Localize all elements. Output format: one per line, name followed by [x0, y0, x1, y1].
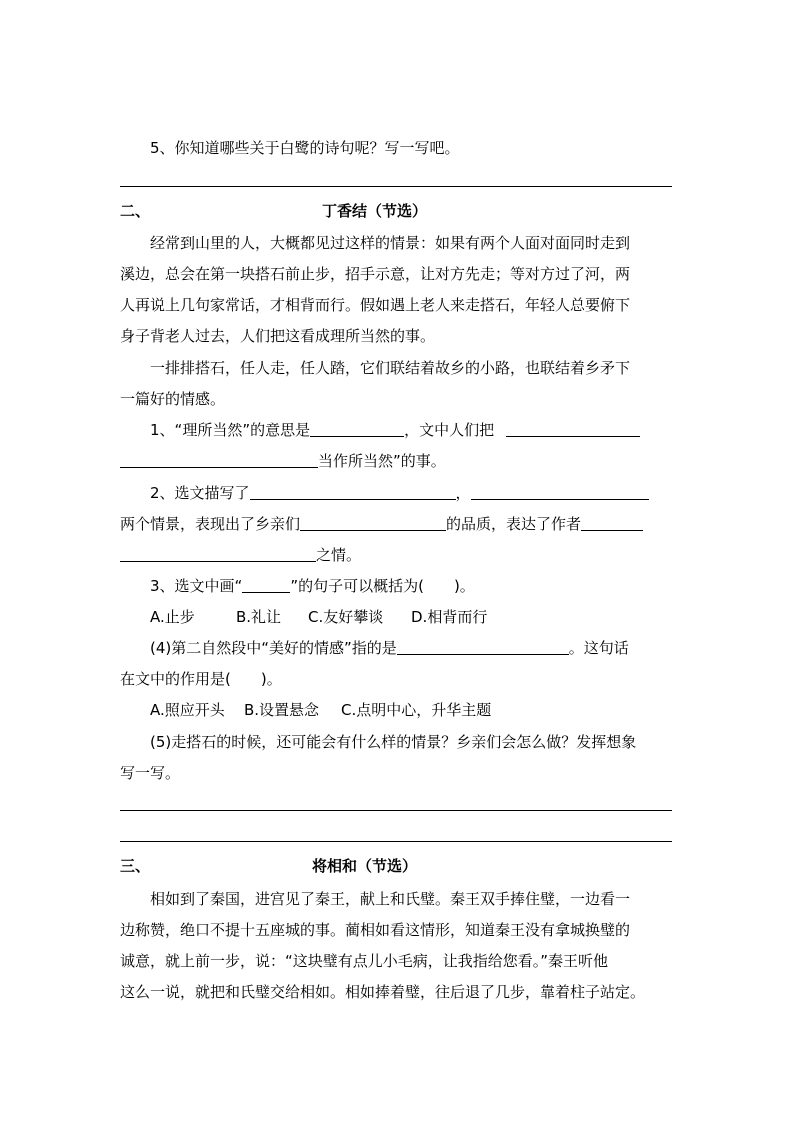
question-3-options	[150, 606, 672, 628]
question-4-options	[150, 699, 672, 721]
question-2-cont: 之情。	[120, 544, 672, 566]
paragraph-line: 边称赞，绝口不提十五座城的事。蔺相如看这情形，知道秦王没有拿城换璧的	[120, 921, 631, 939]
option-a[interactable]: A.照应开头	[150, 701, 225, 719]
option-a[interactable]: A.止步	[150, 608, 195, 626]
answer-line	[120, 186, 672, 187]
answer-blank[interactable]	[506, 420, 640, 437]
question-4: (4)第二自然段中“美好的情感”指的是 。这句话	[150, 639, 629, 657]
question-5-cont: 写一写。	[120, 764, 181, 782]
paragraph-line: 溪边，总会在第一块搭石前止步，招手示意，让对方先走；等对方过了河，两	[120, 265, 631, 283]
paragraph-line: 身子背老人过去，人们把这看成理所当然的事。	[120, 327, 436, 345]
answer-blank[interactable]	[471, 483, 649, 500]
section-3-number: 三、	[120, 857, 151, 875]
answer-blank[interactable]	[242, 576, 290, 593]
question-2-cont: 两个情景，表现出了乡亲们 的品质，表达了作者	[120, 513, 672, 535]
paragraph-line: 经常到山里的人，大概都见过这样的情景：如果有两个人面对面同时走到	[150, 234, 631, 252]
question-2: 2、选文描写了 ，	[150, 482, 672, 504]
question-5-white-egret: 5、你知道哪些关于白鹭的诗句呢？写一写吧。	[150, 139, 460, 157]
question-4-cont: 在文中的作用是( )。	[120, 670, 282, 688]
paragraph-line: 诚意，就上前一步，说：“这块璧有点儿小毛病，让我指给您看。”秦王听他	[120, 952, 609, 970]
paragraph-line: 一篇好的情感。	[120, 390, 226, 408]
answer-blank[interactable]	[581, 514, 643, 531]
section-2-number: 二、	[120, 202, 151, 220]
paragraph-line: 一排排搭石，任人走，任人踏，它们联结着故乡的小路，也联结着乡矛下	[150, 359, 631, 377]
option-d[interactable]: D.相背而行	[411, 608, 488, 626]
option-c[interactable]: C.友好攀谈	[308, 608, 384, 626]
section-3-title: 将相和（节选）	[312, 857, 418, 875]
answer-blank[interactable]	[300, 514, 446, 531]
option-c[interactable]: C.点明中心，升华主题	[341, 701, 492, 719]
question-1-cont: 当作所当然”的事。	[120, 450, 672, 472]
section-2-title: 丁香结（节选）	[322, 202, 428, 220]
answer-blank[interactable]	[120, 545, 316, 562]
paragraph-line: 人再说上几句家常话，才相背而行。假如遇上老人来走搭石，年轻人总要俯下	[120, 296, 631, 314]
paragraph-line: 这么一说，就把和氏璧交给相如。相如捧着璧，往后退了几步，靠着柱子站定。	[120, 983, 646, 1001]
answer-line[interactable]	[120, 841, 672, 842]
answer-blank[interactable]	[310, 420, 404, 437]
answer-blank[interactable]	[120, 451, 318, 468]
answer-blank[interactable]	[397, 638, 569, 655]
option-b[interactable]: B.礼让	[236, 608, 282, 626]
question-5: (5)走搭石的时候，还可能会有什么样的情景？乡亲们会怎么做？发挥想象	[150, 733, 637, 751]
answer-line[interactable]	[120, 810, 672, 811]
question-1: 1、“理所当然”的意思是 ，文中人们把	[150, 419, 672, 441]
paragraph-line: 相如到了秦国，进宫见了秦王，献上和氏璧。秦王双手捧住璧，一边看一	[150, 890, 631, 908]
option-b[interactable]: B.设置悬念	[244, 701, 320, 719]
answer-blank[interactable]	[250, 483, 456, 500]
question-3: 3、选文中画“ ”的句子可以概括为( )。	[150, 577, 475, 595]
